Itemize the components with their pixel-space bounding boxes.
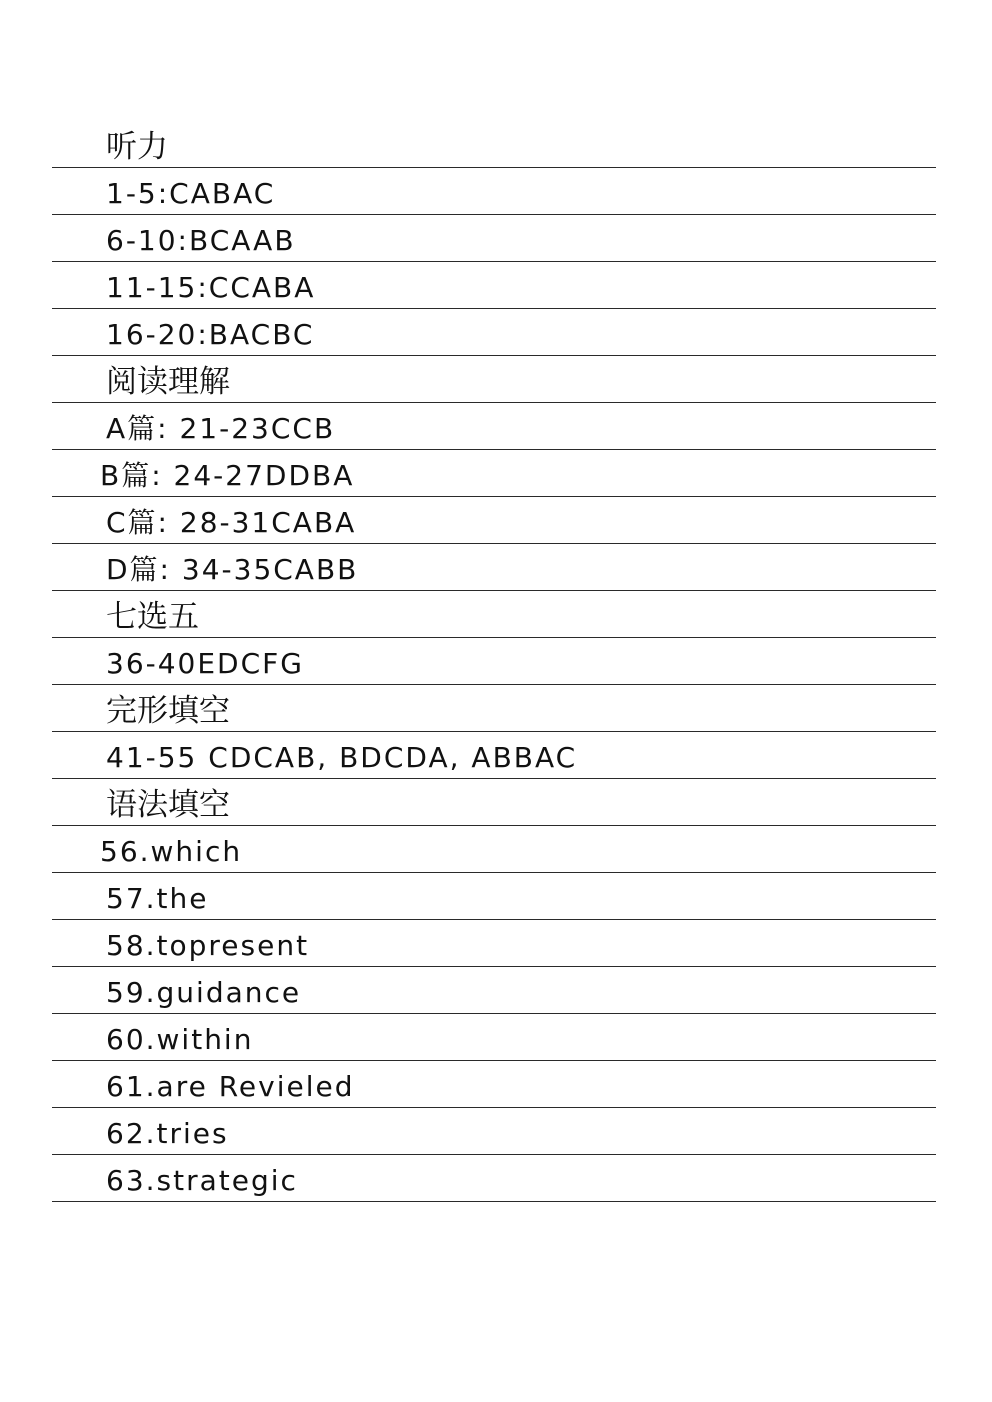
answer-line-59 [0,967,992,1014]
answer-text: 16-20:BACBC [106,318,315,351]
answer-line-1-5 [0,168,992,215]
section-heading-text: 七选五 [106,599,199,635]
answer-line-passage-d [0,544,992,591]
answer-text: 1-5:CABAC [106,177,276,210]
answer-text: A篇: 21-23CCB [106,412,336,445]
answer-line-56 [0,826,992,873]
answer-line-6-10 [0,215,992,262]
section-heading-text: 阅读理解 [106,364,230,400]
answer-line-58 [0,920,992,967]
answer-line-36-40 [0,638,992,685]
answer-text: 56.which [100,835,243,868]
answer-line-62 [0,1108,992,1155]
answer-line-passage-a [0,403,992,450]
answer-line-57 [0,873,992,920]
answer-text: D篇: 34-35CABB [106,553,359,586]
answer-line-60 [0,1014,992,1061]
section-heading-text: 完形填空 [106,693,230,729]
answer-text: 63.strategic [106,1164,298,1197]
answer-line-passage-c [0,497,992,544]
answer-line-11-15 [0,262,992,309]
answer-text: 36-40EDCFG [106,647,304,680]
answer-line-41-55 [0,732,992,779]
answer-text: B篇: 24-27DDBA [100,459,355,492]
answer-text: 57.the [106,882,209,915]
answer-line-passage-b [0,450,992,497]
answer-text: 59.guidance [106,976,302,1009]
section-heading-listening [0,121,992,168]
section-heading-text: 听力 [106,129,168,165]
section-heading-text: 语法填空 [106,787,230,823]
section-heading-grammar-fill [0,779,992,826]
answer-text: 6-10:BCAAB [106,224,296,257]
answer-line-61 [0,1061,992,1108]
section-heading-seven-choose-five [0,591,992,638]
ruled-line [52,1201,936,1202]
answer-text: 58.topresent [106,929,310,962]
section-heading-cloze [0,685,992,732]
answer-text: C篇: 28-31CABA [106,506,357,539]
answer-text: 11-15:CCABA [106,271,316,304]
answer-line-63 [0,1155,992,1202]
answer-text: 61.are Revieled [106,1070,355,1103]
answer-text: 60.within [106,1023,254,1056]
answer-text: 41-55 CDCAB, BDCDA, ABBAC [106,741,578,774]
section-heading-reading [0,356,992,403]
answer-line-16-20 [0,309,992,356]
answer-text: 62.tries [106,1117,229,1150]
